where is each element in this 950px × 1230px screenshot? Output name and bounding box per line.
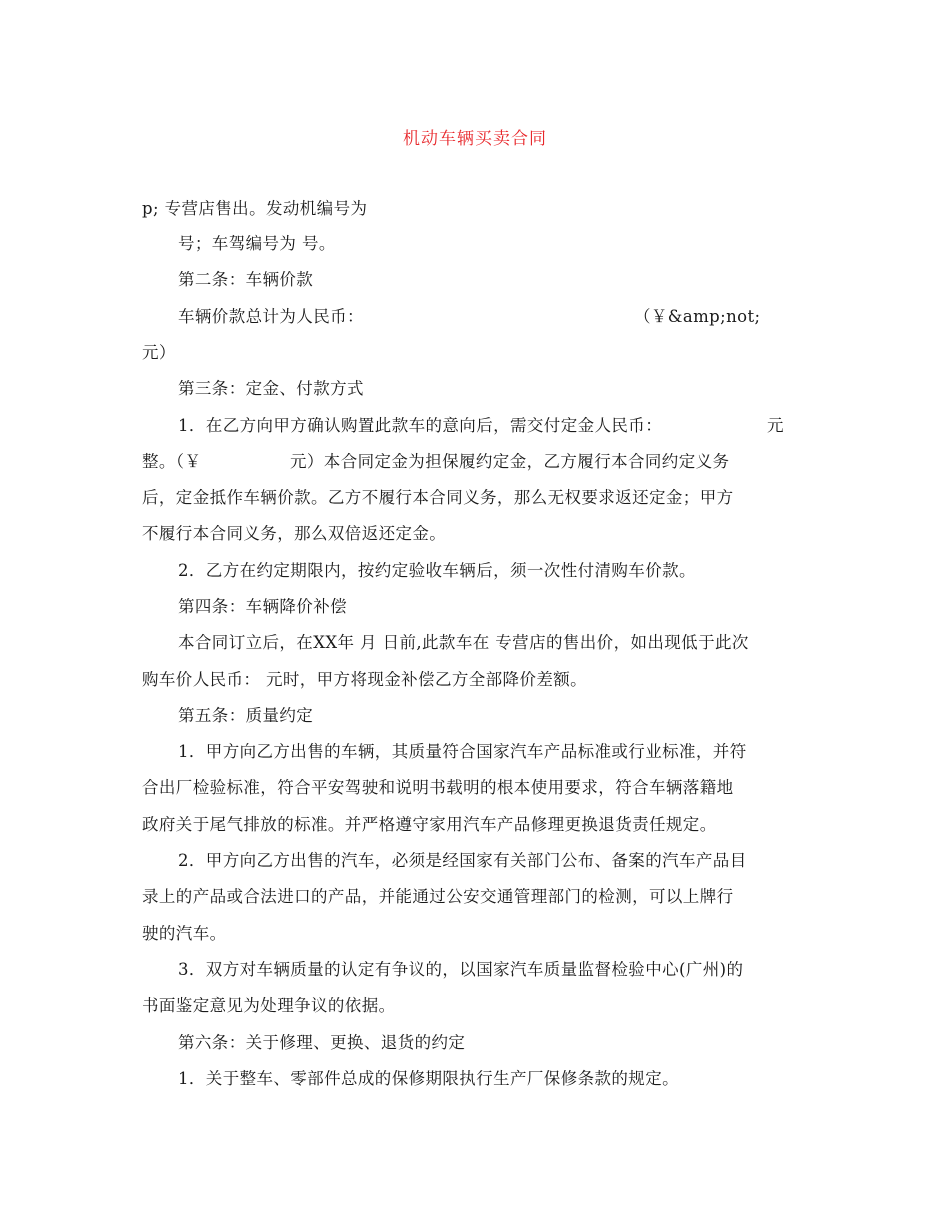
text-line: 1．关于整车、零部件总成的保修期限执行生产厂保修条款的规定。 [178, 1069, 679, 1088]
text-line: 不履行本合同义务，那么双倍返还定金。 [142, 524, 447, 543]
text-line: 元）本合同定金为担保履约定金，乙方履行本合同约定义务 [290, 452, 730, 471]
text-line: 2．乙方在约定期限内，按约定验收车辆后，须一次性付清购车价款。 [178, 561, 696, 580]
text-line: 购车价人民币： 元时，甲方将现金补偿乙方全部降价差额。 [142, 670, 588, 689]
text-line: 2．甲方向乙方出售的汽车，必须是经国家有关部门公布、备案的汽车产品目 [178, 851, 747, 870]
text-line: 驶的汽车。 [142, 924, 227, 943]
text-line: 元 [767, 416, 784, 435]
text-line: 车辆价款总计为人民币： [178, 307, 364, 326]
text-line: 录上的产品或合法进口的产品，并能通过公安交通管理部门的检测，可以上牌行 [142, 887, 734, 906]
section-heading: 第二条：车辆价款 [178, 270, 314, 289]
text-line: p; 专营店售出。发动机编号为 [142, 199, 368, 218]
section-heading: 第四条：车辆降价补偿 [178, 597, 347, 616]
text-line: 书面鉴定意见为处理争议的依据。 [142, 996, 396, 1015]
text-line: 元） [142, 343, 176, 362]
section-heading: 第三条：定金、付款方式 [178, 379, 364, 398]
section-heading: 第五条：质量约定 [178, 706, 314, 725]
text-line: 后，定金抵作车辆价款。乙方不履行本合同义务，那么无权要求返还定金；甲方 [142, 488, 734, 507]
text-line: 号；车驾编号为 号。 [178, 234, 336, 253]
text-line: 政府关于尾气排放的标准。并严格遵守家用汽车产品修理更换退货责任规定。 [142, 815, 717, 834]
text-line: 1．在乙方向甲方确认购置此款车的意向后，需交付定金人民币： [178, 416, 663, 435]
text-line: （￥&amp;not; [634, 307, 761, 326]
text-line: 3．双方对车辆质量的认定有争议的，以国家汽车质量监督检验中心(广州)的 [178, 960, 744, 979]
text-line: 1．甲方向乙方出售的车辆，其质量符合国家汽车产品标准或行业标准，并符 [178, 742, 747, 761]
text-line: 整。（￥ [142, 452, 202, 471]
text-line: 本合同订立后，在XX年 月 日前,此款车在 专营店的售出价，如出现低于此次 [178, 633, 749, 652]
section-heading: 第六条：关于修理、更换、退货的约定 [178, 1033, 466, 1052]
document-title: 机动车辆买卖合同 [403, 129, 547, 149]
text-line: 合出厂检验标准，符合平安驾驶和说明书载明的根本使用要求，符合车辆落籍地 [142, 778, 734, 797]
